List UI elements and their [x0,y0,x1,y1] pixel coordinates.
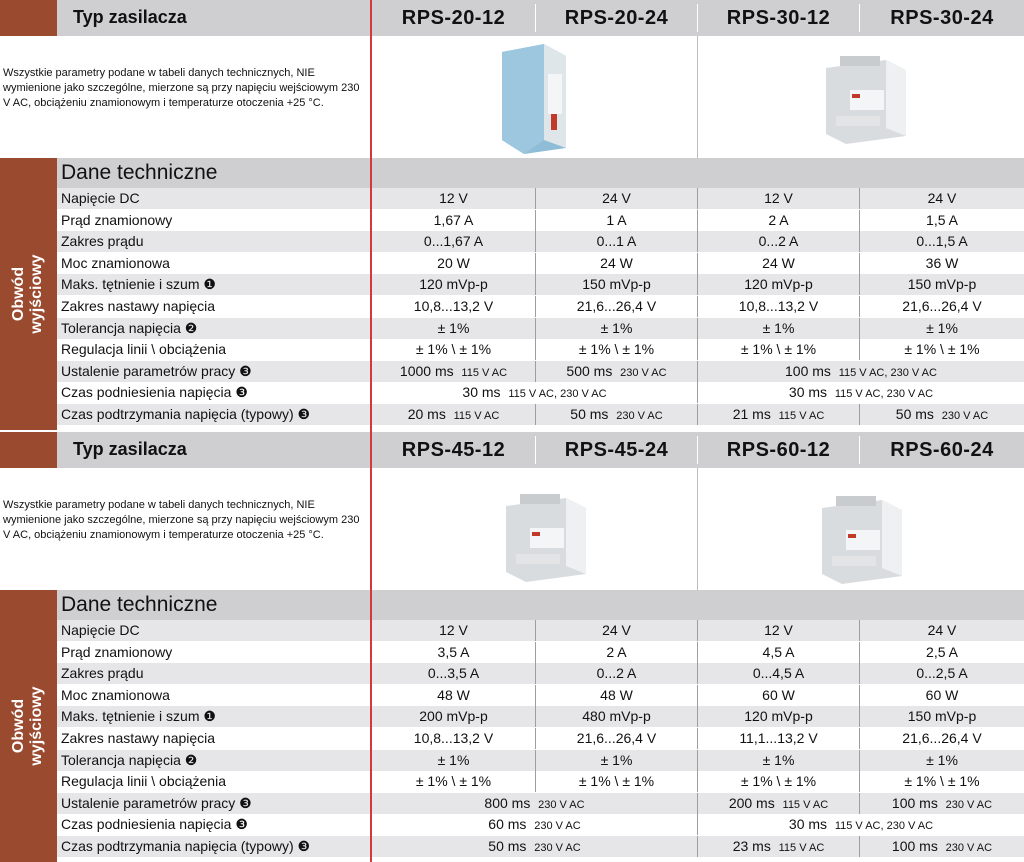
spec-value [698,363,1024,379]
spec-value: ± 1% [926,319,958,336]
value-condition: 230 V AC [534,842,581,854]
spec-value [372,838,697,854]
spec-value: 12 V [439,190,468,206]
value-condition: 115 V AC [778,410,825,422]
section-title-row [57,590,1024,620]
spec-block [0,432,1024,862]
spec-label: Czas podtrzymania napięcia (typowy) ❸ [61,838,311,854]
spec-value: 120 mVp-p [744,708,813,725]
side-label [10,686,46,765]
spec-value: ± 1% [437,751,470,768]
spec-label: Moc znamionowa [61,254,170,271]
model-name: RPS-20-12 [401,7,506,29]
spec-label: Regulacja linii \ obciążenia [61,773,226,790]
spec-value: 0...2,5 A [916,665,968,682]
spec-value: ± 1% \ ± 1% [904,341,980,358]
spec-value: ± 1% [926,751,958,768]
spec-value: 120 mVp-p [744,276,813,293]
header-divider [535,4,536,32]
side-label-line-2: wyjściowy [28,254,45,334]
value-main: 30 ms [788,384,828,401]
spec-value: 0...2 A [758,233,799,250]
header-accent [0,432,57,468]
value-condition: 115 V AC [778,842,825,854]
spec-value: 12 V [439,622,468,638]
spec-value [372,363,535,379]
spec-row [57,620,1024,641]
value-main: 21 ms [732,406,771,422]
model-name: RPS-60-12 [726,439,831,461]
value-condition: 115 V AC, 230 V AC [508,388,607,401]
spec-value: 60 W [762,686,795,703]
value-main: 800 ms [484,794,531,811]
spec-row [57,663,1024,684]
spec-label: Zakres nastawy napięcia [61,298,216,314]
spec-value [860,795,1024,811]
spec-value: 24 W [762,254,795,271]
section-title: Dane techniczne [61,593,218,616]
spec-value [536,406,697,422]
model-name: RPS-20-24 [564,7,669,29]
spec-value: 24 V [927,622,957,638]
value-condition: 115 V AC, 230 V AC [838,366,937,379]
spec-label: Czas podtrzymania napięcia (typowy) ❸ [61,406,311,422]
spec-value [536,363,697,379]
header-accent [0,0,57,36]
spec-label: Prąd znamionowy [61,643,173,660]
spec-value [372,406,535,422]
spec-value: 24 V [602,622,631,638]
spec-value: ± 1% \ ± 1% [904,773,980,790]
value-main: 50 ms [570,406,609,422]
value-condition: 230 V AC [941,410,989,422]
spec-value: 4,5 A [762,643,795,660]
spec-value: 48 W [437,686,470,703]
spec-label: Tolerancja napięcia ❷ [61,751,198,768]
model-header-row [0,432,1024,468]
type-label: Typ zasilacza [73,439,187,459]
value-main: 30 ms [788,816,828,833]
spec-value [372,384,697,400]
spec-value: 120 mVp-p [419,276,488,293]
value-main: 1000 ms [399,362,454,379]
spec-value: 10,8...13,2 V [738,298,819,314]
spec-row [57,361,1024,382]
spec-value: 1,67 A [433,211,474,228]
spec-label: Czas podniesienia napięcia ❸ [61,384,248,401]
spec-label: Ustalenie parametrów pracy ❸ [61,794,252,811]
spec-value: 2,5 A [926,643,958,660]
spec-value [698,838,859,854]
spec-value: 0...4,5 A [752,665,805,682]
model-name: RPS-60-24 [890,439,994,461]
spec-value: ± 1% \ ± 1% [578,341,655,358]
spec-label: Regulacja linii \ obciążenia [61,341,226,358]
value-main: 23 ms [732,838,771,854]
value-main: 20 ms [407,406,446,422]
spec-value: ± 1% \ ± 1% [415,773,492,790]
value-condition: 115 V AC, 230 V AC [834,388,934,401]
model-name: RPS-45-12 [401,439,506,461]
spec-value: ± 1% [437,319,470,336]
spec-value: 0...3,5 A [427,665,480,682]
spec-value: 24 V [927,190,957,206]
value-condition: 230 V AC [616,410,663,422]
spec-value: 480 mVp-p [582,708,651,725]
spec-value: 1 A [606,211,627,228]
measurement-note: Wszystkie parametry podane w tabeli danych technicznych, NIE wymienione jako szczególne, mierzone są przy napięciu wejściowym 230 V AC, obciążeniu znamionowym i temperaturze otoczenia +25 °C. [3,67,360,109]
spec-value: 0...1 A [596,233,637,250]
value-main: 500 ms [566,362,613,379]
spec-value [860,406,1024,422]
spec-value [698,384,1024,400]
spec-value [372,816,697,832]
spec-row [57,231,1024,252]
value-main: 60 ms [488,816,527,833]
spec-value: 10,8...13,2 V [413,298,494,314]
value-main: 50 ms [895,406,934,422]
spec-row [57,404,1024,425]
value-condition: 230 V AC [620,366,667,379]
side-label [10,254,46,333]
spec-value: ± 1% \ ± 1% [740,773,817,790]
image-divider [697,36,698,158]
spec-value: 150 mVp-p [907,708,977,725]
spec-label: Prąd znamionowy [61,211,173,228]
spec-value: 3,5 A [437,643,470,660]
power-supply-image [816,50,912,146]
spec-value [698,795,859,811]
spec-label: Maks. tętnienie i szum ❶ [61,708,216,725]
spec-value: ± 1% \ ± 1% [578,773,655,790]
spec-value: 0...1,67 A [423,233,484,250]
spec-row [57,382,1024,403]
spec-row [57,706,1024,727]
spec-value: 21,6...26,4 V [902,298,982,314]
power-supply-image [496,44,572,154]
spec-row [57,793,1024,814]
spec-label: Napięcie DC [61,622,140,638]
spec-value: 24 W [600,254,633,271]
spec-value: 2 A [606,643,627,660]
spec-value: 150 mVp-p [907,276,977,293]
value-main: 100 ms [891,838,938,854]
section-title: Dane techniczne [61,161,218,184]
spec-row [57,642,1024,663]
spec-value: 48 W [600,686,633,703]
spec-value: 20 W [437,254,470,271]
value-main: 30 ms [462,384,501,401]
spec-value: 150 mVp-p [582,276,651,293]
spec-row [57,188,1024,209]
header-divider [859,436,860,464]
value-condition: 230 V AC [538,798,585,811]
measurement-note: Wszystkie parametry podane w tabeli danych technicznych, NIE wymienione jako szczególne, mierzone są przy napięciu wejściowym 230 V AC, obciążeniu znamionowym i temperaturze otoczenia +25 °C. [3,499,360,541]
header-divider [697,436,698,464]
model-name: RPS-30-24 [890,7,994,29]
spec-value: 1,5 A [926,211,958,228]
spec-row [57,339,1024,360]
model-name: RPS-45-24 [564,439,669,461]
model-header-row [0,0,1024,36]
spec-row [57,318,1024,339]
spec-value: 0...1,5 A [916,233,968,250]
spec-value: 200 mVp-p [419,708,488,725]
spec-row [57,685,1024,706]
spec-label: Czas podniesienia napięcia ❸ [61,816,248,833]
value-main: 100 ms [891,794,938,811]
spec-row [57,728,1024,749]
spec-row [57,836,1024,857]
power-supply-image [812,490,908,586]
model-name: RPS-30-12 [726,7,831,29]
value-condition: 230 V AC [534,820,581,833]
spec-value: ± 1% [600,751,633,768]
side-panel [0,590,57,862]
value-condition: 115 V AC, 230 V AC [834,820,934,833]
side-label-line-1: Obwód [10,266,27,322]
image-divider [697,468,698,590]
spec-value: ± 1% \ ± 1% [740,341,817,358]
spec-value: ± 1% [762,751,795,768]
side-label-line-2: wyjściowy [28,686,45,766]
spec-value: 21,6...26,4 V [576,298,657,314]
side-label-line-1: Obwód [10,698,27,754]
value-condition: 115 V AC [453,410,500,422]
spec-block [0,0,1024,430]
spec-label: Ustalenie parametrów pracy ❸ [61,362,252,379]
spec-row [57,296,1024,317]
spec-value: 60 W [925,686,959,703]
spec-row [57,750,1024,771]
spec-value: 0...2 A [596,665,637,682]
spec-label: Tolerancja napięcia ❷ [61,319,198,336]
spec-value [372,795,697,811]
spec-value: ± 1% [762,319,795,336]
spec-value: 2 A [768,211,789,228]
value-condition: 115 V AC [461,366,508,379]
value-main: 200 ms [728,794,775,811]
spec-value [698,816,1024,832]
side-panel [0,158,57,430]
spec-value [698,406,859,422]
header-divider [697,4,698,32]
spec-value: 24 V [602,190,631,206]
spec-value: 36 W [925,254,959,271]
section-title-row [57,158,1024,188]
value-main: 100 ms [785,362,831,379]
spec-label: Maks. tętnienie i szum ❶ [61,276,216,293]
spec-label: Zakres prądu [61,665,144,682]
power-supply-image [496,488,592,584]
spec-row [57,814,1024,835]
spec-value [860,838,1024,854]
header-divider [535,436,536,464]
spec-value: 11,1...13,2 V [739,730,818,746]
spec-value: 21,6...26,4 V [576,730,657,746]
spec-value: 12 V [764,190,793,206]
spec-label: Napięcie DC [61,190,140,206]
spec-value: 12 V [764,622,793,638]
spec-value: ± 1% [600,319,633,336]
value-condition: 230 V AC [945,798,993,811]
spec-label: Zakres nastawy napięcia [61,730,216,746]
spec-label: Moc znamionowa [61,686,170,703]
spec-value: 21,6...26,4 V [902,730,982,746]
vertical-red-rule [370,0,372,862]
spec-value: 10,8...13,2 V [413,730,494,746]
value-condition: 230 V AC [945,842,993,854]
spec-label: Zakres prądu [61,233,144,250]
spec-row [57,771,1024,792]
spec-row [57,253,1024,274]
value-main: 50 ms [488,838,527,854]
type-label: Typ zasilacza [73,7,187,27]
spec-row [57,274,1024,295]
spec-row [57,210,1024,231]
spec-value: ± 1% \ ± 1% [415,341,492,358]
value-condition: 115 V AC [782,798,829,811]
header-divider [859,4,860,32]
